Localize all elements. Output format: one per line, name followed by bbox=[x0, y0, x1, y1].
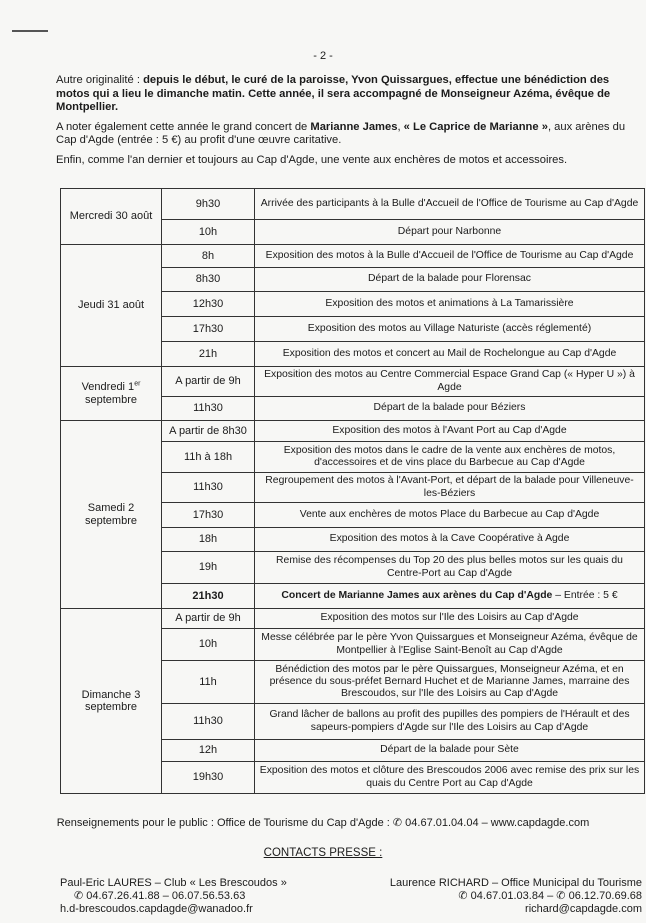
contact-right-email[interactable]: richard@capdagde.com bbox=[525, 903, 642, 915]
desc-cell: Exposition des motos et animations à La Tamarissière bbox=[255, 292, 645, 317]
time-cell: 10h bbox=[162, 220, 255, 245]
contact-right-name: Laurence RICHARD – Office Municipal du Tourisme bbox=[389, 877, 642, 889]
table-row bbox=[61, 609, 645, 629]
desc-cell: Exposition des motos à la Bulle d'Accueil de l'Office de Tourisme au Cap d'Agde bbox=[255, 245, 645, 268]
desc-cell: Départ de la balade pour Florensac bbox=[255, 268, 645, 292]
intro-p2-b: Marianne James bbox=[310, 120, 398, 133]
contacts-title: CONTACTS PRESSE : bbox=[263, 847, 383, 859]
time-cell: 11h30 bbox=[162, 473, 255, 503]
day-sunday: Dimanche 3 septembre bbox=[61, 609, 162, 794]
intro-p2-d: « Le Caprice de Marianne » bbox=[403, 120, 548, 133]
intro-paragraph-2 bbox=[56, 121, 644, 148]
contact-left-email[interactable]: h.d-brescoudos.capdagde@wanadoo.fr bbox=[60, 903, 253, 915]
intro-text bbox=[56, 74, 644, 173]
time-cell: 10h bbox=[162, 629, 255, 661]
page-number: - 2 - bbox=[313, 50, 333, 62]
table-row bbox=[61, 245, 645, 268]
desc-cell: Départ de la balade pour Sète bbox=[255, 740, 645, 762]
desc-cell: Arrivée des participants à la Bulle d'Accueil de l'Office de Tourisme au Cap d'Agde bbox=[255, 189, 645, 220]
desc-cell: Bénédiction des motos par le père Quissargues, Monseigneur Azéma, et en présence du sous-préfet Bernard Huchet et de Marianne James, marraine des Brescoudos, sur l'Ile des Loisirs au Cap d'Agde bbox=[255, 661, 645, 704]
time-cell: A partir de 9h bbox=[162, 609, 255, 629]
time-cell: 8h bbox=[162, 245, 255, 268]
time-cell: 12h bbox=[162, 740, 255, 762]
day-friday-sup: er bbox=[134, 380, 141, 388]
time-cell: 12h30 bbox=[162, 292, 255, 317]
concert-text: Concert de Marianne James aux arènes du Cap d'Agde bbox=[281, 589, 553, 601]
time-cell: 21h30 bbox=[162, 584, 255, 609]
desc-cell: Exposition des motos à la Cave Coopérative à Agde bbox=[255, 528, 645, 552]
contact-right-phone: ✆ 04.67.01.03.84 – ✆ 06.12.70.69.68 bbox=[458, 890, 642, 902]
time-cell: 18h bbox=[162, 528, 255, 552]
time-cell: 11h30 bbox=[162, 397, 255, 421]
time-cell: 11h à 18h bbox=[162, 442, 255, 473]
desc-cell: Exposition des motos et clôture des Brescoudos 2006 avec remise des prix sur les quais du Centre Port au Cap d'Agde bbox=[255, 762, 645, 794]
contact-right bbox=[390, 877, 642, 916]
table-row bbox=[61, 367, 645, 397]
day-friday-text: Vendredi 1 bbox=[81, 381, 135, 394]
intro-paragraph-1 bbox=[56, 74, 644, 115]
time-cell: 9h30 bbox=[162, 189, 255, 220]
time-cell: A partir de 9h bbox=[162, 367, 255, 397]
desc-cell: Remise des récompenses du Top 20 des plus belles motos sur les quais du Centre-Port au Cap d'Agde bbox=[255, 552, 645, 584]
time-cell: 19h bbox=[162, 552, 255, 584]
desc-cell: Regroupement des motos à l'Avant-Port, et départ de la balade pour Villeneuve-les-Béziers bbox=[255, 473, 645, 503]
intro-p2-c: , bbox=[397, 120, 404, 133]
desc-cell: Exposition des motos au Village Naturiste (accès réglementé) bbox=[255, 317, 645, 342]
time-cell: 17h30 bbox=[162, 317, 255, 342]
time-cell: 17h30 bbox=[162, 503, 255, 528]
contact-left bbox=[60, 877, 287, 916]
table-row bbox=[61, 421, 645, 442]
intro-p2-a: A noter également cette année le grand concert de bbox=[56, 120, 311, 133]
desc-cell: Exposition des motos au Centre Commercial Espace Grand Cap (« Hyper U ») à Agde bbox=[255, 367, 645, 397]
day-thursday: Jeudi 31 août bbox=[61, 245, 162, 367]
desc-cell: Grand lâcher de ballons au profit des pupilles des pompiers de l'Hérault et des sapeurs-pompiers d'Agde sur l'Ile des Loisirs au Cap d'Agde bbox=[255, 704, 645, 740]
day-friday bbox=[61, 367, 162, 421]
desc-cell: Exposition des motos et concert au Mail de Rochelongue au Cap d'Agde bbox=[255, 342, 645, 367]
desc-cell: Exposition des motos dans le cadre de la vente aux enchères de motos, d'accessoires et de vins place du Barbecue au Cap d'Agde bbox=[255, 442, 645, 473]
desc-cell bbox=[255, 584, 645, 609]
table-row bbox=[61, 189, 645, 220]
desc-cell: Départ de la balade pour Béziers bbox=[255, 397, 645, 421]
intro-p1-prefix: Autre originalité : bbox=[56, 74, 144, 86]
desc-cell: Vente aux enchères de motos Place du Barbecue au Cap d'Agde bbox=[255, 503, 645, 528]
desc-cell: Exposition des motos à l'Avant Port au Cap d'Agde bbox=[255, 421, 645, 442]
day-wednesday: Mercredi 30 août bbox=[61, 189, 162, 245]
time-cell: 8h30 bbox=[162, 268, 255, 292]
concert-entry-fee: – Entrée : 5 € bbox=[552, 589, 618, 601]
intro-p1-bold: depuis le début, le curé de la paroisse, Yvon Quissargues, effectue une bénédiction des motos qui a lieu le dimanche matin. Cette année, il sera accompagné de Monseigneur Azéma, évêque de Montpellier. bbox=[56, 74, 611, 113]
contact-left-phone: ✆ 04.67.26.41.88 – 06.07.56.53.63 bbox=[74, 890, 246, 902]
day-friday-month: septembre bbox=[85, 393, 137, 406]
desc-cell: Départ pour Narbonne bbox=[255, 220, 645, 245]
intro-p2-e: , aux arènes du Cap d'Agde (entrée : 5 €) au profit d'une œuvre caritative. bbox=[56, 120, 626, 146]
day-saturday: Samedi 2 septembre bbox=[61, 421, 162, 609]
time-cell: 11h30 bbox=[162, 704, 255, 740]
corner-mark bbox=[12, 30, 48, 32]
time-cell: A partir de 8h30 bbox=[162, 421, 255, 442]
time-cell: 11h bbox=[162, 661, 255, 704]
schedule-table bbox=[60, 188, 645, 794]
intro-paragraph-3: Enfin, comme l'an dernier et toujours au Cap d'Agde, une vente aux enchères de motos et accessoires. bbox=[56, 153, 568, 166]
desc-cell: Messe célébrée par le père Yvon Quissargues et Monseigneur Azéma, évêque de Montpellier à l'Eglise Saint-Benoît au Cap d'Agde bbox=[255, 629, 645, 661]
public-info-line: Renseignements pour le public : Office de Tourisme du Cap d'Agde : ✆ 04.67.01.04.04 – www.capdagde.com bbox=[56, 817, 590, 829]
time-cell: 19h30 bbox=[162, 762, 255, 794]
contact-left-name: Paul-Eric LAURES – Club « Les Brescoudos » bbox=[60, 877, 287, 889]
desc-cell: Exposition des motos sur l'Ile des Loisirs au Cap d'Agde bbox=[255, 609, 645, 629]
time-cell: 21h bbox=[162, 342, 255, 367]
